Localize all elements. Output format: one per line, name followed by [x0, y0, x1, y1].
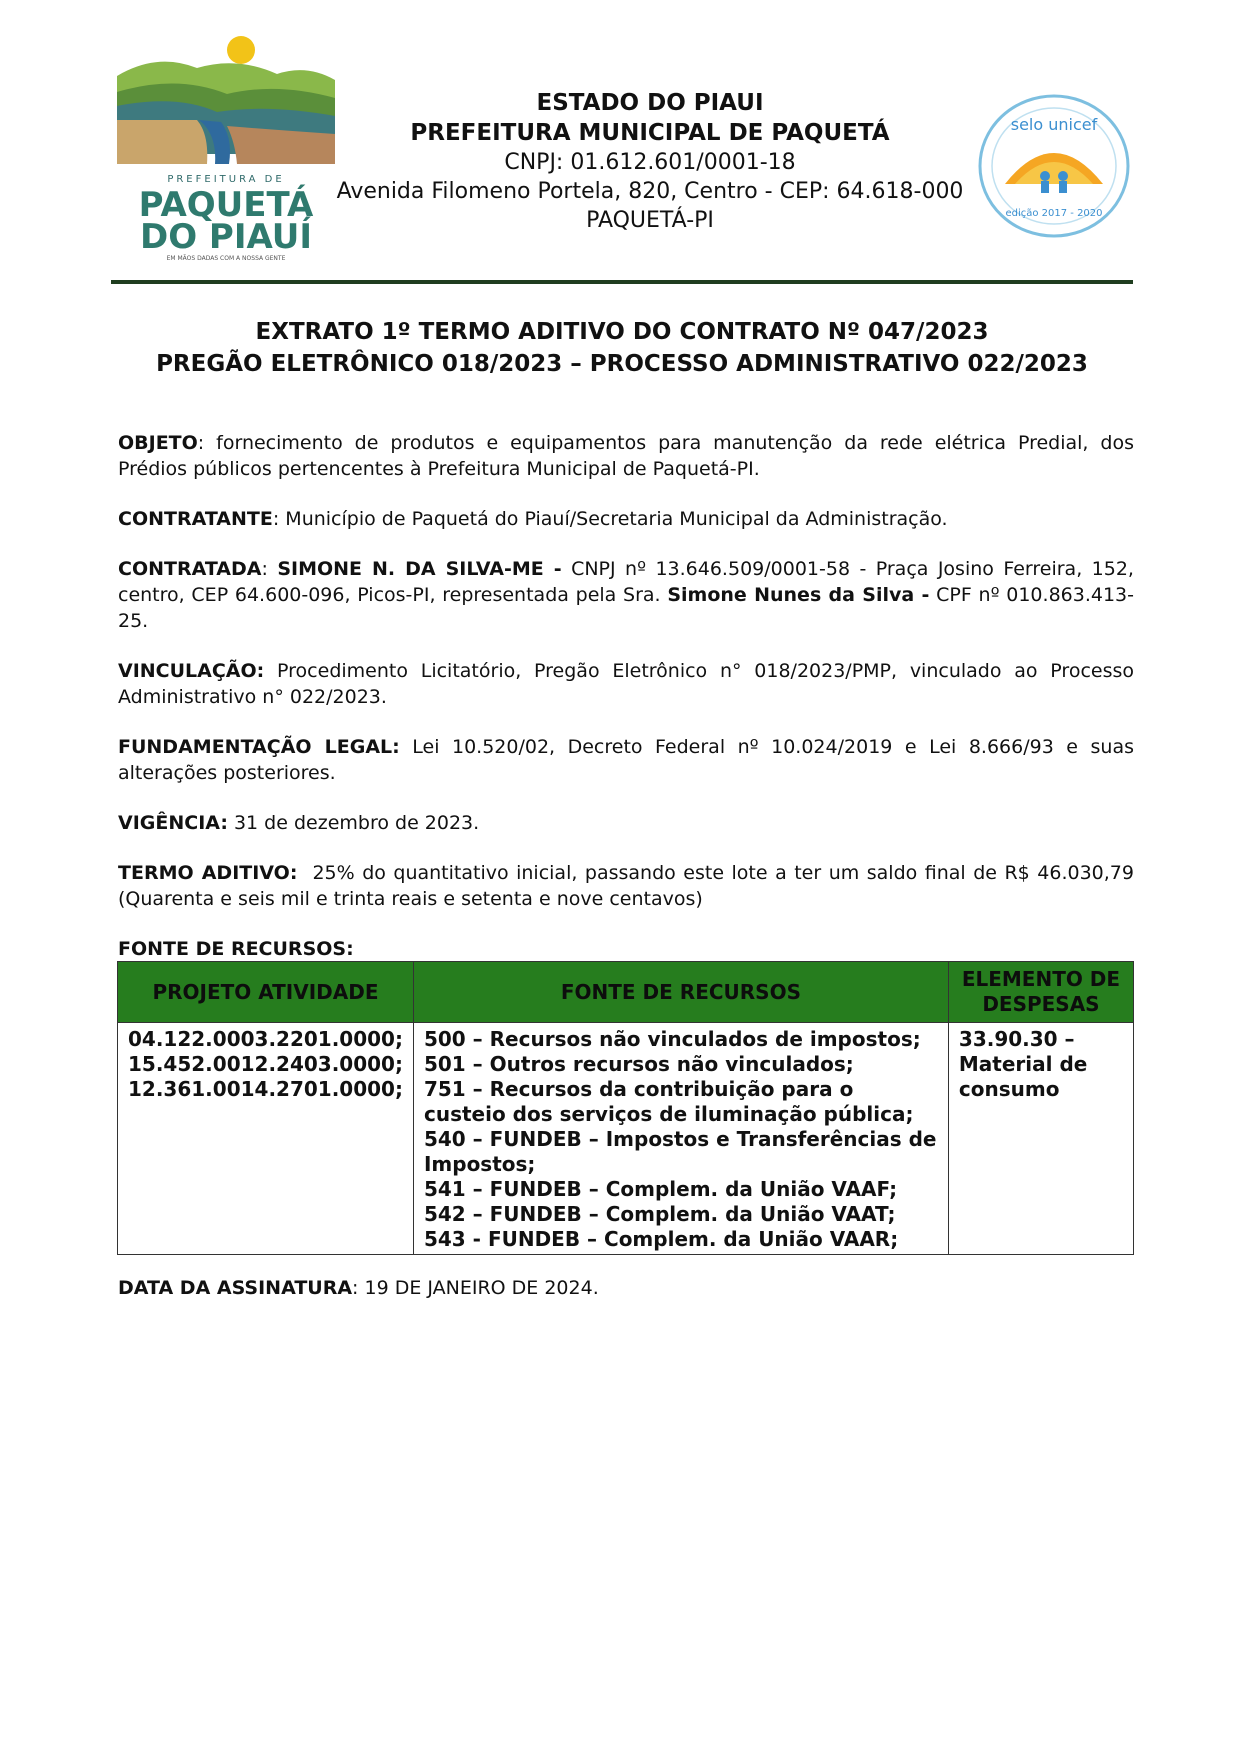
contratante-paragraph	[118, 506, 1134, 532]
fundamentacao-label: FUNDAMENTAÇÃO LEGAL:	[118, 736, 400, 758]
objeto-label: OBJETO	[118, 432, 198, 454]
contratada-text2: CPF nº 010.863.413-25.	[118, 584, 1134, 632]
state-name: ESTADO DO PIAUI	[536, 90, 764, 116]
elemento-item: 33.90.30 – Material de consumo	[958, 1027, 1088, 1101]
seal-edition: edição 2017 - 2020	[1005, 208, 1103, 219]
objeto-text: : fornecimento de produtos e equipamentos para manutenção da rede elétrica Predial, dos Prédios públicos pertencentes à Prefeitura Municipal de Paquetá-PI.	[118, 432, 1134, 480]
fonte-item: 543 - FUNDEB – Complem. da União VAAR;	[423, 1227, 899, 1251]
projeto-item: 12.361.0014.2701.0000;	[128, 1077, 403, 1101]
address-line: Avenida Filomeno Portela, 820, Centro - CEP: 64.618-000	[336, 179, 964, 204]
vinculacao-label: VINCULAÇÃO:	[118, 660, 265, 682]
unicef-seal	[975, 92, 1133, 240]
assinatura-text: : 19 DE JANEIRO DE 2024.	[352, 1277, 599, 1299]
contratada-paragraph	[118, 556, 1134, 634]
landscape-logo-icon	[117, 34, 335, 262]
header-fonte-recursos: FONTE DE RECURSOS	[413, 962, 948, 1023]
vinculacao-paragraph	[118, 658, 1134, 710]
header-divider	[111, 280, 1133, 284]
fonte-item: 541 – FUNDEB – Complem. da União VAAF;	[423, 1177, 898, 1201]
logo-slogan: EM MÃOS DADAS COM A NOSSA GENTE	[166, 255, 286, 262]
seal-text: selo unicef	[1010, 115, 1098, 134]
contratante-label: CONTRATANTE	[118, 508, 273, 530]
contratada-label: CONTRATADA	[118, 558, 262, 580]
logo-line2: DO PIAUÍ	[139, 217, 313, 257]
contratada-company: SIMONE N. DA SILVA-ME -	[277, 558, 562, 580]
data-assinatura	[118, 1275, 599, 1301]
vigencia-text: 31 de dezembro de 2023.	[227, 812, 480, 834]
fundamentacao-paragraph	[118, 734, 1134, 786]
vigencia-paragraph	[118, 810, 1134, 836]
contratante-text: : Município de Paquetá do Piauí/Secretaria Municipal da Administração.	[272, 508, 948, 530]
prefeitura-logo	[117, 34, 335, 262]
table-row	[118, 1023, 1134, 1255]
objeto-paragraph	[118, 430, 1134, 482]
vigencia-label: VIGÊNCIA:	[118, 812, 228, 834]
contratada-sep: :	[261, 558, 278, 580]
fonte-recursos-label: FONTE DE RECURSOS:	[118, 938, 354, 960]
title-line1: EXTRATO 1º TERMO ADITIVO DO CONTRATO Nº 047/2023	[255, 319, 989, 345]
contratada-representative: Simone Nunes da Silva -	[667, 584, 930, 606]
fonte-item: 542 – FUNDEB – Complem. da União VAAT;	[423, 1202, 896, 1226]
termo-aditivo-text: 25% do quantitativo inicial, passando este lote a ter um saldo final de R$ 46.030,79 (Quarenta e seis mil e trinta reais e setenta e nove centavos)	[118, 862, 1141, 910]
header-elemento-despesas: ELEMENTO DE DESPESAS	[948, 962, 1133, 1023]
contratada-text1: CNPJ nº 13.646.509/0001-58 - Praça Josino Ferreira, 152, centro, CEP 64.600-096, Picos-PI, representada pela Sra.	[118, 558, 1134, 606]
projetos-cell	[118, 1023, 414, 1255]
fonte-item: 751 – Recursos da contribuição para o custeio dos serviços de iluminação pública;	[423, 1077, 914, 1126]
document-body	[118, 430, 1141, 978]
prefeitura-name: PREFEITURA MUNICIPAL DE PAQUETÁ	[410, 120, 890, 146]
fonte-item: 500 – Recursos não vinculados de impostos;	[423, 1027, 921, 1051]
fontes-cell	[413, 1023, 948, 1255]
city-line: PAQUETÁ-PI	[586, 208, 714, 233]
logo-top-text: PREFEITURA DE	[167, 174, 285, 185]
fonte-item: 540 – FUNDEB – Impostos e Transferências de Impostos;	[423, 1127, 937, 1176]
termo-aditivo-label: TERMO ADITIVO:	[118, 862, 298, 884]
unicef-seal-icon	[975, 92, 1133, 240]
logo-line1: PAQUETÁ	[138, 185, 314, 225]
letterhead	[330, 88, 970, 235]
cnpj-line: CNPJ: 01.612.601/0001-18	[504, 150, 796, 175]
fonte-item: 501 – Outros recursos não vinculados;	[423, 1052, 854, 1076]
header-projeto-atividade: PROJETO ATIVIDADE	[118, 962, 414, 1023]
document-title	[110, 316, 1134, 380]
table-header-row	[118, 962, 1134, 1023]
fundamentacao-text: Lei 10.520/02, Decreto Federal nº 10.024/2019 e Lei 8.666/93 e suas alterações posteriores.	[118, 736, 1134, 784]
fonte-recursos-table	[117, 961, 1134, 1255]
assinatura-label: DATA DA ASSINATURA	[118, 1277, 353, 1299]
projeto-item: 15.452.0012.2403.0000;	[128, 1052, 403, 1076]
title-line2: PREGÃO ELETRÔNICO 018/2023 – PROCESSO ADMINISTRATIVO 022/2023	[156, 351, 1088, 377]
vinculacao-text: Procedimento Licitatório, Pregão Eletrônico n° 018/2023/PMP, vinculado ao Processo Administrativo n° 022/2023.	[118, 660, 1134, 708]
elemento-cell	[948, 1023, 1133, 1255]
projeto-item: 04.122.0003.2201.0000;	[128, 1027, 403, 1051]
termo-aditivo-paragraph	[118, 860, 1141, 912]
